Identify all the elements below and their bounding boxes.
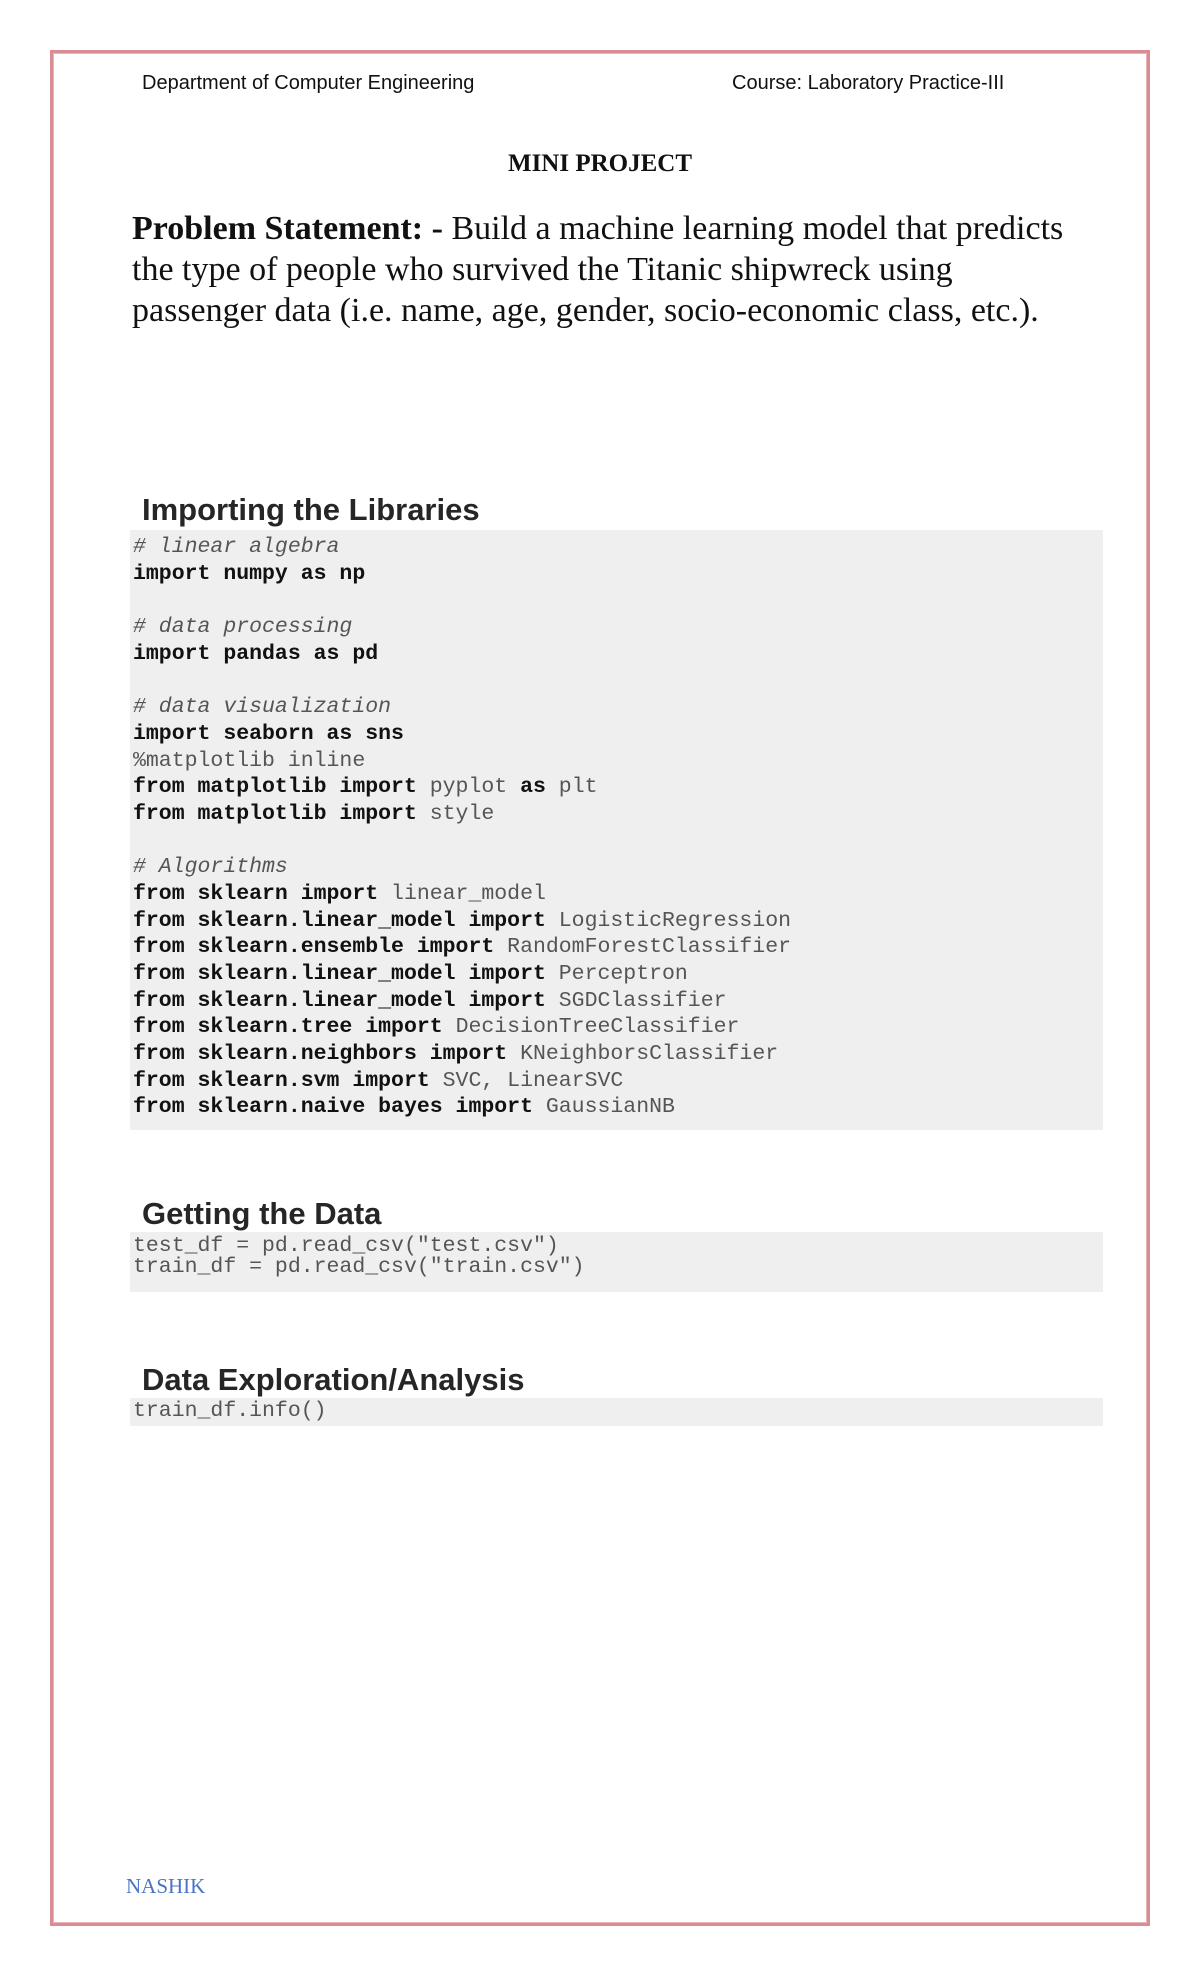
problem-statement xyxy=(132,208,1092,331)
code-line xyxy=(133,1041,1100,1068)
code-keyword: as xyxy=(520,775,559,800)
code-block-imports xyxy=(130,530,1103,1130)
code-line xyxy=(133,561,1100,588)
code-keyword: from sklearn.neighbors import xyxy=(133,1042,521,1067)
code-keyword: from sklearn.svm import xyxy=(133,1068,443,1093)
code-line xyxy=(133,1236,1100,1257)
code-line xyxy=(133,1398,1100,1425)
code-token: %matplotlib inline xyxy=(133,748,366,773)
code-line xyxy=(133,587,1100,614)
code-keyword: from sklearn.naive bayes import xyxy=(133,1095,546,1120)
footer-location: NASHIK xyxy=(126,1874,206,1898)
course-header: Course: Laboratory Practice-III xyxy=(732,72,1005,94)
code-keyword: from sklearn.ensemble import xyxy=(133,935,508,960)
code-line xyxy=(133,961,1100,988)
code-line xyxy=(133,774,1100,801)
code-token: KNeighborsClassifier xyxy=(520,1042,779,1067)
code-token: Perceptron xyxy=(558,962,688,986)
code-token: train_df = pd.read_csv("train.csv") xyxy=(133,1255,585,1279)
code-keyword: from matplotlib import xyxy=(133,801,430,826)
code-keyword: from sklearn import xyxy=(133,881,392,906)
code-line xyxy=(133,854,1100,881)
code-token: SGDClassifier xyxy=(558,988,727,1013)
code-comment: # data processing xyxy=(133,615,353,640)
code-line xyxy=(133,694,1100,721)
code-line xyxy=(133,801,1100,828)
code-token: LogisticRegression xyxy=(558,908,792,933)
page-title: MINI PROJECT xyxy=(507,150,693,177)
code-token: GaussianNB xyxy=(545,1095,675,1120)
code-line xyxy=(133,1014,1100,1041)
code-keyword: from sklearn.linear_model import xyxy=(133,988,559,1013)
code-keyword: import pandas as pd xyxy=(133,641,379,666)
code-line xyxy=(133,748,1100,775)
code-token: SVC, LinearSVC xyxy=(442,1068,624,1093)
code-line xyxy=(133,881,1100,908)
code-line xyxy=(133,828,1100,855)
problem-text: Build a machine learning model that predicts the type of people who survived the Titanic shipwreck using passenger data (i.e. name, age, gender, socio-economic class, etc.). xyxy=(132,210,1064,329)
code-line xyxy=(133,641,1100,668)
code-line xyxy=(133,1068,1100,1095)
code-comment: # linear algebra xyxy=(133,535,340,559)
code-keyword: import seaborn as sns xyxy=(133,721,404,746)
code-line xyxy=(133,908,1100,935)
code-line xyxy=(133,614,1100,641)
code-line xyxy=(133,667,1100,694)
code-token: DecisionTreeClassifier xyxy=(455,1015,740,1040)
section-heading-getting-data: Getting the Data xyxy=(142,1196,382,1231)
code-keyword: import numpy as np xyxy=(133,561,366,586)
code-line xyxy=(133,988,1100,1015)
problem-label: Problem Statement: - xyxy=(132,210,443,247)
code-keyword: from sklearn.linear_model import xyxy=(133,908,559,933)
department-header: Department of Computer Engineering xyxy=(142,72,475,94)
section-heading-importing: Importing the Libraries xyxy=(142,492,480,527)
code-line xyxy=(133,534,1100,561)
code-keyword: from sklearn.tree import xyxy=(133,1015,456,1040)
code-block-getting-data xyxy=(130,1232,1103,1292)
code-keyword: from matplotlib import xyxy=(133,775,430,800)
code-token: plt xyxy=(558,775,598,800)
code-token: train_df.info() xyxy=(133,1399,327,1423)
code-line xyxy=(133,721,1100,748)
code-token: pyplot xyxy=(429,775,521,800)
code-token: linear_model xyxy=(391,881,546,906)
code-line xyxy=(133,934,1100,961)
code-token: style xyxy=(429,801,495,826)
code-line xyxy=(133,1257,1100,1278)
code-keyword: from sklearn.linear_model import xyxy=(133,962,559,986)
code-token: test_df = pd.read_csv("test.csv") xyxy=(133,1234,559,1258)
code-comment: # Algorithms xyxy=(133,855,288,880)
code-line xyxy=(133,1094,1100,1121)
code-token: RandomForestClassifier xyxy=(507,935,792,960)
code-comment: # data visualization xyxy=(133,695,392,720)
code-block-exploration xyxy=(130,1398,1103,1426)
section-heading-exploration: Data Exploration/Analysis xyxy=(142,1362,525,1397)
